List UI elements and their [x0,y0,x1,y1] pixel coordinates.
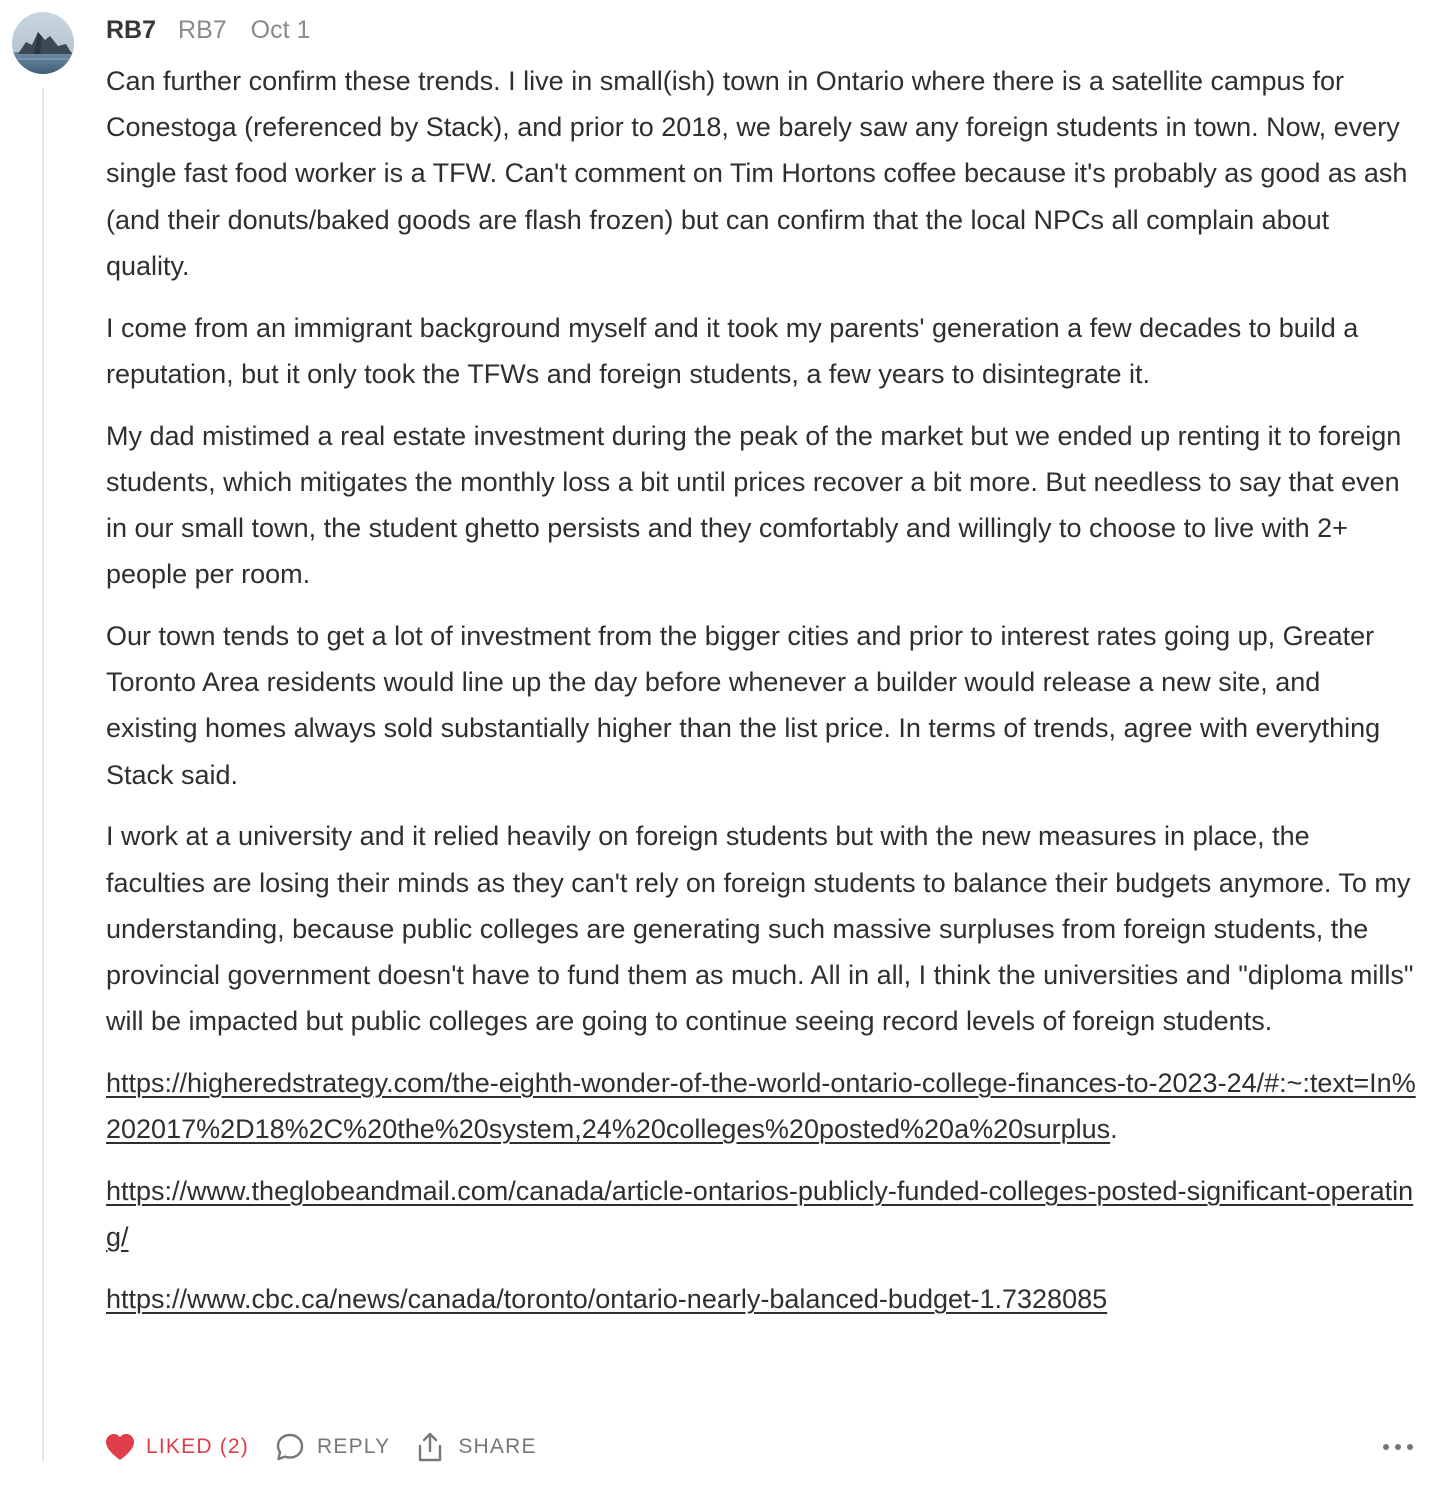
like-label: LIKED (2) [146,1435,249,1458]
more-dots-icon [1383,1444,1389,1450]
share-label: SHARE [458,1435,537,1458]
source-link[interactable]: https://www.cbc.ca/news/canada/toronto/ontario-nearly-balanced-budget-1.7328085 [106,1284,1108,1315]
link-suffix: . [1110,1114,1118,1145]
comment-paragraph: My dad mistimed a real estate investment during the peak of the market but we ended up renting it to foreign students, which mitigates the monthly loss a bit until prices recover a bit more. But needless to say that even in our small town, the student ghetto persists and they comfortably and willingly to choose to live with 2+ people per room. [106,420,1402,590]
comment-paragraph: Our town tends to get a lot of investment from the bigger cities and prior to interest rates going up, Greater Toronto Area residents would line up the day before whenever a builder would release a new site, and existing homes always sold substantially higher than the list price. In terms of trends, agree with everything Stack said. [106,621,1381,790]
thread-line [42,88,44,1461]
link-paragraph [106,1276,1416,1322]
comment-paragraph: I come from an immigrant background myself and it took my parents' generation a few decades to build a reputation, but it only took the TFWs and foreign students, a few years to disintegrate it. [106,312,1359,389]
like-button[interactable] [104,1432,249,1462]
source-link[interactable]: https://higheredstrategy.com/the-eighth-wonder-of-the-world-ontario-college-finances-to-2023-24/#:~:text=In%202017%2D18%2C%20the%20system,24%20colleges%20posted%20a%20surplus [106,1068,1416,1145]
reply-button[interactable] [275,1432,390,1462]
more-dots-icon [1395,1444,1401,1450]
more-options-button[interactable] [1383,1436,1413,1458]
reply-label: REPLY [317,1435,391,1458]
comment-actions [104,1427,537,1467]
link-paragraph [106,1060,1416,1152]
author-handle[interactable]: RB7 [178,15,227,44]
speech-bubble-icon [275,1432,305,1462]
heart-icon [104,1432,136,1462]
source-link[interactable]: https://www.theglobeandmail.com/canada/article-ontarios-publicly-funded-colleges-posted-significant-operating/ [106,1176,1414,1253]
avatar-landscape-icon [12,12,74,74]
comment-paragraph: I work at a university and it relied heavily on foreign students but with the new measures in place, the faculties are losing their minds as they can't rely on foreign students to balance their budgets anymore. To my understanding, because public colleges are generating such massive surpluses from foreign students, the provincial government doesn't have to fund them as much. All in all, I think the universities and "diploma mills" will be impacted but public colleges are going to continue seeing record levels of foreign students. [106,821,1414,1037]
comment-body [106,58,1416,1338]
share-button[interactable] [416,1431,536,1463]
comment-paragraph: Can further confirm these trends. I live in small(ish) town in Ontario where there is a satellite campus for Conestoga (referenced by Stack), and prior to 2018, we barely saw any foreign students in town. Now, every single fast food worker is a TFW. Can't comment on Tim Hortons coffee because it's probably as good as ash (and their donuts/baked goods are flash frozen) but can confirm that the local NPCs all complain about quality. [106,66,1408,281]
comment-header [106,14,310,46]
share-icon [416,1431,444,1463]
avatar[interactable] [12,12,74,74]
more-dots-icon [1407,1444,1413,1450]
author-name[interactable]: RB7 [106,15,157,44]
comment-date[interactable]: Oct 1 [250,15,311,44]
link-paragraph [106,1168,1416,1260]
